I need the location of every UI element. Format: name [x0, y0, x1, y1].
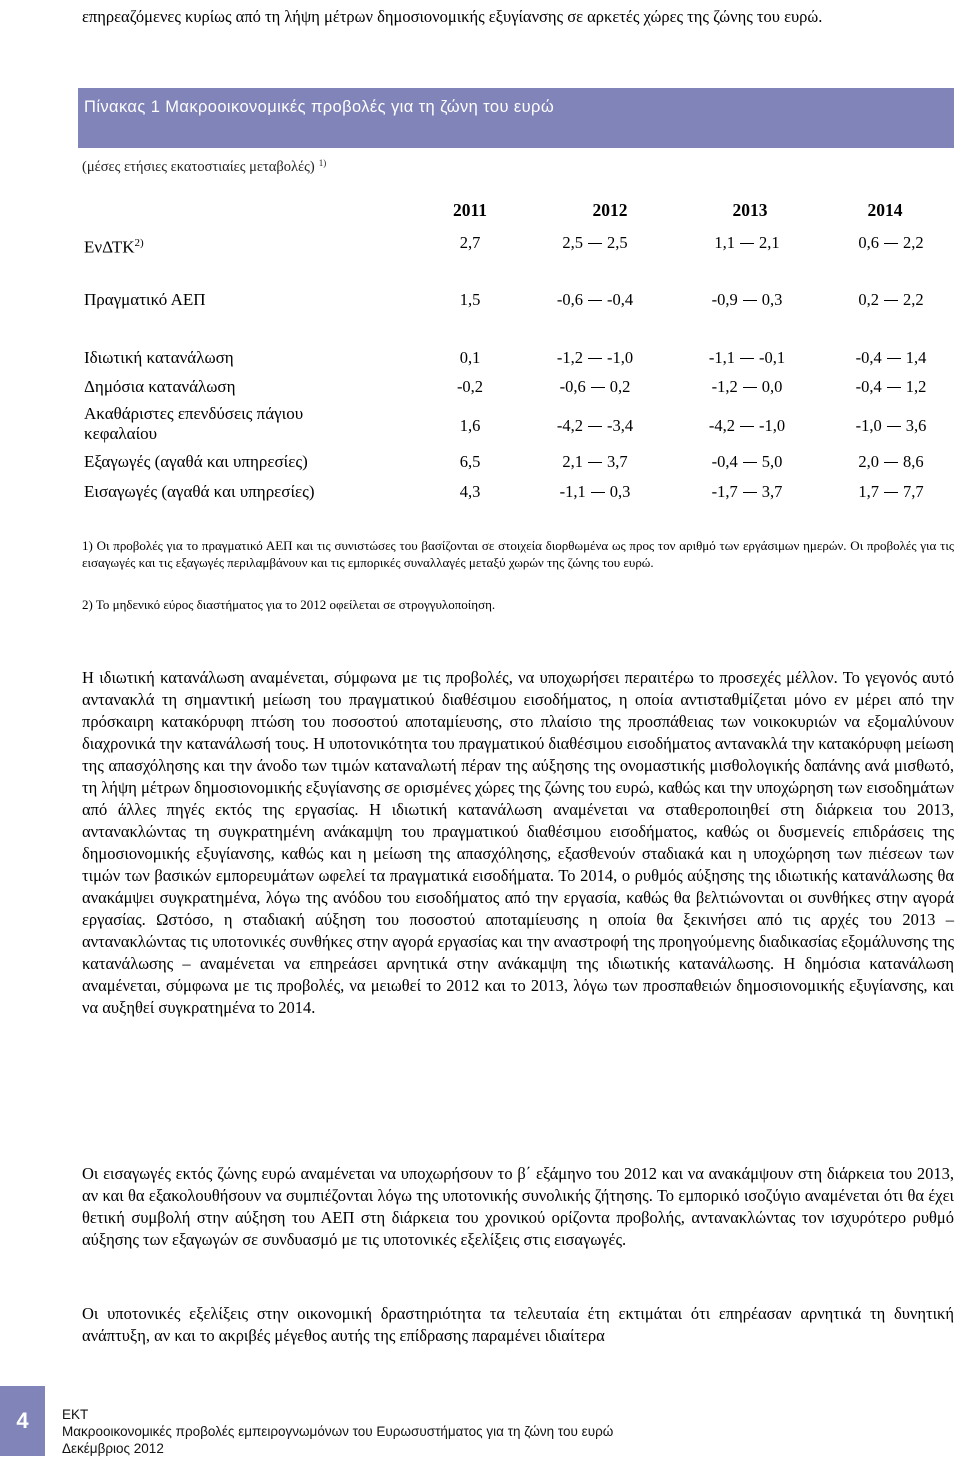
year-header-2012: 2012 [592, 200, 628, 220]
cell-2014-range: -1,0 3,6 [855, 416, 927, 435]
cell-2014-range: -0,4 1,2 [855, 377, 927, 396]
cell-2013-range: -4,2 -1,0 [708, 416, 786, 435]
table-title: Πίνακας 1 Μακροοικονομικές προβολές για τη ζώνη του ευρώ [84, 98, 555, 116]
footer-org: ΕΚΤ [62, 1407, 89, 1422]
paragraph-potential-growth: Οι υποτονικές εξελίξεις στην οικονομική δραστηριότητα τα τελευταία έτη εκτιμάται ότι επηρέασαν αρνητικά τη δυνητική ανάπτυξη, αν και το ακριβές μέγεθος αυτής της επίδρασης παραμένει ιδιαίτερα [82, 1304, 954, 1345]
cell-2014-range: -0,4 1,4 [855, 348, 927, 367]
footer-date: Δεκέμβριος 2012 [62, 1441, 164, 1456]
cell-2011: 1,5 [459, 290, 481, 309]
cell-2013-range: -1,1 -0,1 [708, 348, 786, 367]
intro-text: επηρεαζόμενες κυρίως από τη λήψη μέτρων δημοσιονομικής εξυγίανσης σε αρκετές χώρες της ζώνης του ευρώ. [82, 7, 823, 26]
table-title-bar [78, 88, 954, 148]
cell-2011: 1,6 [459, 416, 481, 435]
cell-2012-range: 2,1 3,7 [562, 452, 628, 471]
paragraph-imports: Οι εισαγωγές εκτός ζώνης ευρώ αναμένεται να υποχωρήσουν το β΄ εξάμηνο του 2012 και να ανακάμψουν στη διάρκεια του 2013, αν και θα εξακολουθήσουν να συμπιέζονται λόγω της υποτονικής συνολικής ζήτησης. Το εμπορικό ισοζύγιο αναμένεται ότι θα έχει θετική συμβολή στην αύξηση του ΑΕΠ στη διάρκεια του χρονικού ορίζοντα προβολής, αντανακλώντας τον ισχυρότερο ρυθμό αύξησης των εξαγωγών σε συνδυασμό με τις υποτονικές εξελίξεις στις εισαγωγές. [82, 1164, 954, 1249]
cell-2014-range: 0,6 2,2 [858, 233, 924, 252]
cell-2011: -0,2 [456, 377, 484, 396]
row-label: Εισαγωγές (αγαθά και υπηρεσίες) [84, 482, 315, 501]
cell-2012-range: -0,6 0,2 [559, 377, 631, 396]
year-header-2011: 2011 [452, 200, 488, 220]
paragraph-private-consumption: Η ιδιωτική κατανάλωση αναμένεται, σύμφωνα με τις προβολές, να υποχωρήσει περαιτέρω το προσεχές μέλλον. Το γεγονός αυτό αντανακλά τη σημαντική μείωση του πραγματικού διαθέσιμου εισοδήματος, η οποία αντισταθμίζεται μόνο εν μέρει από την πρόσκαιρη κατακόρυφη πτώση του ποσοστού αποταμίευσης, στο πλαίσιο της προσπάθειας των νοικοκυριών να εξομαλύνουν διαχρονικά την κατανάλωσή τους. Η υποτονικότητα του πραγματικού διαθέσιμου εισοδήματος αντανακλά την κατακόρυφη μείωση της απασχόλησης και την άνοδο των τιμών καταναλωτή πέραν της αύξησης της ονομαστικής μισθολογικής δαπάνης ανά μισθωτό, τη λήψη μέτρων δημοσιονομικής εξυγίανσης σε ορισμένες χώρες της ζώνης του ευρώ, καθώς και την υποχώρηση των εισοδημάτων από άλλες πηγές εκτός της εργασίας. Η ιδιωτική κατανάλωση αναμένεται να σταθεροποιηθεί στη διάρκεια του 2013, αντανακλώντας τη συγκρατημένη ανάκαμψη του πραγματικού διαθέσιμου εισοδήματος, καθώς οι δυσμενείς επιδράσεις της δημοσιονομικής εξυγίανσης, καθώς και η μείωση της απασχόλησης, εξασθενούν σταδιακά και η υποχώρηση των πιέσεων των τιμών των βασικών εμπορευμάτων ωφελεί τα πραγματικά εισοδήματα. Το 2014, ο ρυθμός αύξησης της ιδιωτικής κατανάλωσης θα ανακάμψει συγκρατημένα, λόγω της ανόδου του εισοδήματος από την εργασία, καθώς θα βελτιώνονται οι συνθήκες στην αγορά εργασίας. Ωστόσο, η σταδιακή αύξηση του ποσοστού αποταμίευσης η οποία θα ξεκινήσει από τις αρχές του 2013 – αντανακλώντας τις υποτονικές συνθήκες στην αγορά εργασίας και την αναστροφή της προηγούμενης διαδικασίας εξομάλυνσης της κατανάλωσης – αναμένεται να επηρεάσει αρνητικά στην ανάκαμψη της ιδιωτικής κατανάλωσης. Η δημόσια κατανάλωση αναμένεται, σύμφωνα με τις προβολές, να μειωθεί το 2012 και το 2013, λόγω των προσπαθειών δημοσιονομικής εξυγίανσης, και να αυξηθεί συγκρατημένα το 2014. [82, 668, 954, 1017]
cell-2013-range: -1,2 0,0 [711, 377, 783, 396]
cell-2013-range: 1,1 2,1 [714, 233, 780, 252]
cell-2012-range: -1,1 0,3 [559, 482, 631, 501]
cell-2011: 0,1 [459, 348, 481, 367]
cell-2012-range: -1,2 -1,0 [556, 348, 634, 367]
table-note-1: 1) Οι προβολές για το πραγματικό ΑΕΠ και τις συνιστώσες του βασίζονται σε στοιχεία διορθωμένα ως προς τον αριθμό των εργάσιμων ημερών. Οι προβολές για τις εισαγωγές και τις εξαγωγές περιλαμβάνουν και τις εμπορικές συναλλαγές μεταξύ χωρών της ζώνης του ευρώ. [82, 538, 954, 570]
cell-2014-range: 0,2 2,2 [858, 290, 924, 309]
cell-2012-range: -4,2 -3,4 [556, 416, 634, 435]
row-label: Εξαγωγές (αγαθά και υπηρεσίες) [84, 452, 308, 471]
cell-2013-range: -1,7 3,7 [711, 482, 783, 501]
cell-2011: 4,3 [459, 482, 481, 501]
cell-2013-range: -0,4 5,0 [711, 452, 783, 471]
cell-2011: 2,7 [459, 233, 481, 252]
footer-doc-title: Μακροοικονομικές προβολές εμπειρογνωμόνων του Ευρωσυστήματος για τη ζώνη του ευρώ [62, 1424, 614, 1439]
table-note-2: 2) Το μηδενικό εύρος διαστήματος για το 2012 οφείλεται σε στρογγυλοποίηση. [82, 597, 496, 612]
year-header-2013: 2013 [732, 200, 768, 220]
row-label: Ιδιωτική κατανάλωση [84, 348, 234, 367]
year-header-2014: 2014 [867, 200, 903, 220]
cell-2014-range: 2,0 8,6 [858, 452, 924, 471]
cell-2012-range: 2,5 2,5 [562, 233, 628, 252]
table-subtitle: (μέσες ετήσιες εκατοστιαίες μεταβολές) $^{1)}$ [82, 158, 327, 175]
row-label: ΕνΔΤΚ$^{2)}$ [84, 237, 144, 257]
row-label: Ακαθάριστες επενδύσεις πάγιου κεφαλαίου [84, 404, 304, 443]
row-label: Πραγματικό ΑΕΠ [84, 290, 206, 309]
cell-2013-range: -0,9 0,3 [711, 290, 783, 309]
cell-2012-range: -0,6 -0,4 [556, 290, 634, 309]
page-number: 4 [0, 1386, 45, 1456]
cell-2014-range: 1,7 7,7 [858, 482, 924, 501]
row-label: Δημόσια κατανάλωση [84, 377, 236, 396]
cell-2011: 6,5 [459, 452, 481, 471]
